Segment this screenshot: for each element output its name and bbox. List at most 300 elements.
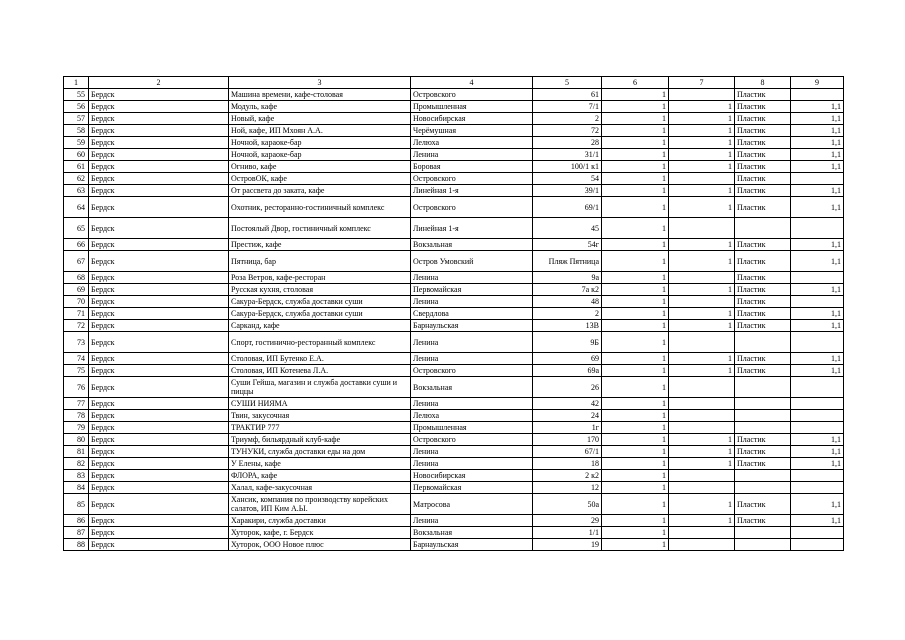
establishment-name-cell: Триумф, бильярдный клуб-кафе (229, 434, 411, 446)
col-6-value-cell: 1 (602, 422, 669, 434)
establishment-name-cell: Престиж, кафе (229, 239, 411, 251)
row-number-cell: 62 (64, 173, 89, 185)
col-7-value-cell: 1 (669, 434, 735, 446)
establishment-name-cell: Постоялый Двор, гостиничный комплекс (229, 218, 411, 239)
col-9-value-cell (791, 173, 844, 185)
material-cell (735, 470, 791, 482)
city-cell: Бердск (89, 434, 229, 446)
house-number-cell: 26 (533, 377, 602, 398)
house-number-cell: 2 (533, 113, 602, 125)
col-6-value-cell: 1 (602, 539, 669, 551)
table-row (64, 218, 844, 239)
row-number-cell: 71 (64, 308, 89, 320)
material-cell (735, 218, 791, 239)
col-9-value-cell: 1,1 (791, 494, 844, 515)
col-9-value-cell (791, 296, 844, 308)
street-cell: Ленина (411, 296, 533, 308)
col-6-value-cell: 1 (602, 185, 669, 197)
col-6-value-cell: 1 (602, 332, 669, 353)
material-cell: Пластик (735, 125, 791, 137)
table-row (64, 101, 844, 113)
row-number-cell: 61 (64, 161, 89, 173)
city-cell: Бердск (89, 320, 229, 332)
col-7-value-cell: 1 (669, 308, 735, 320)
material-cell: Пластик (735, 137, 791, 149)
header-row (64, 77, 844, 89)
table-row (64, 398, 844, 410)
table-row (64, 482, 844, 494)
table-row (64, 197, 844, 218)
city-cell: Бердск (89, 149, 229, 161)
street-cell: Новосибирская (411, 113, 533, 125)
row-number-cell: 70 (64, 296, 89, 308)
row-number-cell: 63 (64, 185, 89, 197)
street-cell: Ленина (411, 332, 533, 353)
col-6-value-cell: 1 (602, 197, 669, 218)
col-7-value-cell: 1 (669, 365, 735, 377)
material-cell: Пластик (735, 89, 791, 101)
city-cell: Бердск (89, 284, 229, 296)
col-7-value-cell (669, 482, 735, 494)
col-6-value-cell: 1 (602, 470, 669, 482)
material-cell: Пластик (735, 458, 791, 470)
table-row (64, 173, 844, 185)
col-7-value-cell (669, 422, 735, 434)
establishment-name-cell: ОстровОК, кафе (229, 173, 411, 185)
row-number-cell: 77 (64, 398, 89, 410)
col-6-value-cell: 1 (602, 137, 669, 149)
col-6-value-cell: 1 (602, 410, 669, 422)
house-number-cell: 69/1 (533, 197, 602, 218)
col-6-value-cell: 1 (602, 527, 669, 539)
house-number-cell: 61 (533, 89, 602, 101)
table-row (64, 284, 844, 296)
col-6-value-cell: 1 (602, 149, 669, 161)
col-9-value-cell: 1,1 (791, 284, 844, 296)
col-9-value-cell: 1,1 (791, 137, 844, 149)
house-number-cell: Пляж Пятница (533, 251, 602, 272)
establishment-name-cell: ФЛОРА, кафе (229, 470, 411, 482)
establishment-name-cell: Машина времени, кафе-столовая (229, 89, 411, 101)
establishment-name-cell: Харакири, служба доставки (229, 515, 411, 527)
street-cell: Лелюха (411, 137, 533, 149)
street-cell: Черёмушная (411, 125, 533, 137)
city-cell: Бердск (89, 365, 229, 377)
establishment-name-cell: Пятница, бар (229, 251, 411, 272)
material-cell: Пластик (735, 365, 791, 377)
table-row (64, 527, 844, 539)
col-9-value-cell (791, 470, 844, 482)
col-6-value-cell: 1 (602, 377, 669, 398)
row-number-cell: 55 (64, 89, 89, 101)
material-cell (735, 422, 791, 434)
house-number-cell: 69 (533, 353, 602, 365)
material-cell: Пластик (735, 251, 791, 272)
table-row (64, 149, 844, 161)
house-number-cell: 67/1 (533, 446, 602, 458)
col-7-value-cell: 1 (669, 101, 735, 113)
street-cell: Островского (411, 89, 533, 101)
col-7-value-cell: 1 (669, 161, 735, 173)
street-cell: Первомайская (411, 482, 533, 494)
row-number-cell: 80 (64, 434, 89, 446)
table-row (64, 113, 844, 125)
col-9-value-cell (791, 422, 844, 434)
table-row (64, 161, 844, 173)
material-cell: Пластик (735, 197, 791, 218)
city-cell: Бердск (89, 185, 229, 197)
city-cell: Бердск (89, 398, 229, 410)
row-number-cell: 76 (64, 377, 89, 398)
establishment-name-cell: От рассвета до заката, кафе (229, 185, 411, 197)
establishment-name-cell: Хуторок, кафе, г. Бердск (229, 527, 411, 539)
col-9-value-cell: 1,1 (791, 239, 844, 251)
house-number-cell: 1г (533, 422, 602, 434)
establishment-name-cell: Сакура-Бердск, служба доставки суши (229, 296, 411, 308)
street-cell: Барнаульская (411, 320, 533, 332)
table-row (64, 185, 844, 197)
establishment-name-cell: ТУНУКИ, служба доставки еды на дом (229, 446, 411, 458)
city-cell: Бердск (89, 89, 229, 101)
col-9-value-cell: 1,1 (791, 125, 844, 137)
house-number-cell: 13В (533, 320, 602, 332)
col-6-value-cell: 1 (602, 458, 669, 470)
col-6-value-cell: 1 (602, 239, 669, 251)
row-number-cell: 81 (64, 446, 89, 458)
house-number-cell: 72 (533, 125, 602, 137)
col-6-value-cell: 1 (602, 296, 669, 308)
material-cell: Пластик (735, 149, 791, 161)
city-cell: Бердск (89, 251, 229, 272)
house-number-cell: 50а (533, 494, 602, 515)
material-cell: Пластик (735, 161, 791, 173)
row-number-cell: 69 (64, 284, 89, 296)
street-cell: Лелюха (411, 410, 533, 422)
material-cell (735, 482, 791, 494)
column-header-6: 6 (602, 77, 669, 89)
city-cell: Бердск (89, 494, 229, 515)
material-cell: Пластик (735, 494, 791, 515)
establishment-name-cell: Суши Гейша, магазин и служба доставки суши и пиццы (229, 377, 411, 398)
table-row (64, 446, 844, 458)
street-cell: Первомайская (411, 284, 533, 296)
establishment-name-cell: Столовая, ИП Котенева Л.А. (229, 365, 411, 377)
city-cell: Бердск (89, 197, 229, 218)
street-cell: Боровая (411, 161, 533, 173)
street-cell: Островского (411, 434, 533, 446)
col-7-value-cell: 1 (669, 320, 735, 332)
city-cell: Бердск (89, 377, 229, 398)
col-9-value-cell: 1,1 (791, 365, 844, 377)
house-number-cell: 170 (533, 434, 602, 446)
col-9-value-cell: 1,1 (791, 434, 844, 446)
material-cell: Пластик (735, 308, 791, 320)
col-9-value-cell (791, 218, 844, 239)
row-number-cell: 56 (64, 101, 89, 113)
row-number-cell: 74 (64, 353, 89, 365)
table-row (64, 377, 844, 398)
establishment-name-cell: Хуторок, ООО Новое плюс (229, 539, 411, 551)
street-cell: Вокзальная (411, 527, 533, 539)
col-7-value-cell (669, 218, 735, 239)
establishment-name-cell: Спорт, гостинично-ресторанный комплекс (229, 332, 411, 353)
col-7-value-cell: 1 (669, 239, 735, 251)
row-number-cell: 84 (64, 482, 89, 494)
house-number-cell: 7а к2 (533, 284, 602, 296)
table-row (64, 422, 844, 434)
col-6-value-cell: 1 (602, 398, 669, 410)
column-header-1: 1 (64, 77, 89, 89)
col-7-value-cell: 1 (669, 446, 735, 458)
street-cell: Ленина (411, 458, 533, 470)
col-9-value-cell (791, 539, 844, 551)
col-6-value-cell: 1 (602, 494, 669, 515)
table-row (64, 458, 844, 470)
establishment-name-cell: Охотник, ресторанно-гостиничный комплекс (229, 197, 411, 218)
col-7-value-cell (669, 173, 735, 185)
street-cell: Ленина (411, 149, 533, 161)
col-9-value-cell: 1,1 (791, 185, 844, 197)
material-cell: Пластик (735, 284, 791, 296)
establishment-name-cell: Модуль, кафе (229, 101, 411, 113)
street-cell: Новосибирская (411, 470, 533, 482)
house-number-cell: 29 (533, 515, 602, 527)
spreadsheet (63, 76, 844, 551)
table-row (64, 320, 844, 332)
establishment-name-cell: Огниво, кафе (229, 161, 411, 173)
table-row (64, 239, 844, 251)
col-6-value-cell: 1 (602, 308, 669, 320)
material-cell: Пластик (735, 185, 791, 197)
column-header-5: 5 (533, 77, 602, 89)
city-cell: Бердск (89, 353, 229, 365)
establishment-name-cell: Ночной, караоке-бар (229, 149, 411, 161)
col-7-value-cell: 1 (669, 125, 735, 137)
row-number-cell: 59 (64, 137, 89, 149)
city-cell: Бердск (89, 296, 229, 308)
house-number-cell: 12 (533, 482, 602, 494)
row-number-cell: 68 (64, 272, 89, 284)
city-cell: Бердск (89, 137, 229, 149)
column-header-7: 7 (669, 77, 735, 89)
col-9-value-cell: 1,1 (791, 353, 844, 365)
house-number-cell: 100/1 к1 (533, 161, 602, 173)
col-9-value-cell: 1,1 (791, 149, 844, 161)
col-9-value-cell (791, 272, 844, 284)
city-cell: Бердск (89, 113, 229, 125)
city-cell: Бердск (89, 161, 229, 173)
house-number-cell: 54 (533, 173, 602, 185)
material-cell: Пластик (735, 515, 791, 527)
row-number-cell: 86 (64, 515, 89, 527)
city-cell: Бердск (89, 458, 229, 470)
establishment-name-cell: Русская кухня, столовая (229, 284, 411, 296)
table-row (64, 308, 844, 320)
col-6-value-cell: 1 (602, 446, 669, 458)
col-7-value-cell (669, 89, 735, 101)
column-header-8: 8 (735, 77, 791, 89)
col-7-value-cell (669, 272, 735, 284)
house-number-cell: 24 (533, 410, 602, 422)
city-cell: Бердск (89, 218, 229, 239)
row-number-cell: 73 (64, 332, 89, 353)
establishment-name-cell: Ной, кафе, ИП Мхоян А.А. (229, 125, 411, 137)
house-number-cell: 18 (533, 458, 602, 470)
col-9-value-cell (791, 377, 844, 398)
col-9-value-cell: 1,1 (791, 515, 844, 527)
row-number-cell: 65 (64, 218, 89, 239)
table-row (64, 365, 844, 377)
material-cell: Пластик (735, 353, 791, 365)
street-cell: Свердлова (411, 308, 533, 320)
col-9-value-cell: 1,1 (791, 101, 844, 113)
col-7-value-cell: 1 (669, 494, 735, 515)
col-7-value-cell: 1 (669, 197, 735, 218)
col-7-value-cell (669, 539, 735, 551)
house-number-cell: 2 к2 (533, 470, 602, 482)
col-6-value-cell: 1 (602, 365, 669, 377)
establishment-name-cell: Новый, кафе (229, 113, 411, 125)
col-6-value-cell: 1 (602, 251, 669, 272)
col-7-value-cell (669, 332, 735, 353)
table-row (64, 539, 844, 551)
street-cell: Вокзальная (411, 239, 533, 251)
table-row (64, 410, 844, 422)
col-6-value-cell: 1 (602, 101, 669, 113)
establishment-name-cell: Твин, закусочная (229, 410, 411, 422)
city-cell: Бердск (89, 470, 229, 482)
col-6-value-cell: 1 (602, 113, 669, 125)
row-number-cell: 82 (64, 458, 89, 470)
house-number-cell: 69а (533, 365, 602, 377)
col-7-value-cell: 1 (669, 113, 735, 125)
city-cell: Бердск (89, 410, 229, 422)
establishment-name-cell: Ночной, караоке-бар (229, 137, 411, 149)
col-7-value-cell (669, 377, 735, 398)
city-cell: Бердск (89, 422, 229, 434)
street-cell: Барнаульская (411, 539, 533, 551)
column-header-2: 2 (89, 77, 229, 89)
table-row (64, 89, 844, 101)
table-row (64, 434, 844, 446)
material-cell: Пластик (735, 113, 791, 125)
material-cell: Пластик (735, 320, 791, 332)
house-number-cell: 9Б (533, 332, 602, 353)
city-cell: Бердск (89, 173, 229, 185)
street-cell: Ленина (411, 398, 533, 410)
row-number-cell: 78 (64, 410, 89, 422)
row-number-cell: 60 (64, 149, 89, 161)
house-number-cell: 39/1 (533, 185, 602, 197)
house-number-cell: 28 (533, 137, 602, 149)
street-cell: Островского (411, 173, 533, 185)
col-6-value-cell: 1 (602, 482, 669, 494)
table-row (64, 353, 844, 365)
col-7-value-cell: 1 (669, 515, 735, 527)
material-cell: Пластик (735, 446, 791, 458)
street-cell: Матросова (411, 494, 533, 515)
city-cell: Бердск (89, 446, 229, 458)
city-cell: Бердск (89, 308, 229, 320)
col-6-value-cell: 1 (602, 218, 669, 239)
col-7-value-cell: 1 (669, 185, 735, 197)
house-number-cell: 45 (533, 218, 602, 239)
table-row (64, 515, 844, 527)
table-row (64, 494, 844, 515)
col-6-value-cell: 1 (602, 320, 669, 332)
col-6-value-cell: 1 (602, 89, 669, 101)
col-7-value-cell (669, 410, 735, 422)
col-6-value-cell: 1 (602, 353, 669, 365)
house-number-cell: 54г (533, 239, 602, 251)
street-cell: Ленина (411, 446, 533, 458)
col-9-value-cell (791, 332, 844, 353)
material-cell (735, 377, 791, 398)
city-cell: Бердск (89, 482, 229, 494)
establishment-name-cell: Хансик, компания по производству корейских салатов, ИП Ким А.Ы. (229, 494, 411, 515)
street-cell: Островского (411, 365, 533, 377)
col-9-value-cell: 1,1 (791, 308, 844, 320)
table-row (64, 137, 844, 149)
col-7-value-cell: 1 (669, 458, 735, 470)
city-cell: Бердск (89, 527, 229, 539)
material-cell: Пластик (735, 173, 791, 185)
material-cell (735, 332, 791, 353)
house-number-cell: 31/1 (533, 149, 602, 161)
column-header-9: 9 (791, 77, 844, 89)
material-cell: Пластик (735, 239, 791, 251)
col-9-value-cell (791, 527, 844, 539)
col-6-value-cell: 1 (602, 125, 669, 137)
col-9-value-cell (791, 482, 844, 494)
table-row (64, 332, 844, 353)
establishment-name-cell: Сакура-Бердск, служба доставки суши (229, 308, 411, 320)
col-6-value-cell: 1 (602, 515, 669, 527)
row-number-cell: 88 (64, 539, 89, 551)
house-number-cell: 42 (533, 398, 602, 410)
col-9-value-cell: 1,1 (791, 161, 844, 173)
material-cell (735, 410, 791, 422)
city-cell: Бердск (89, 515, 229, 527)
col-7-value-cell: 1 (669, 353, 735, 365)
city-cell: Бердск (89, 272, 229, 284)
row-number-cell: 75 (64, 365, 89, 377)
col-9-value-cell: 1,1 (791, 458, 844, 470)
col-9-value-cell: 1,1 (791, 251, 844, 272)
establishment-name-cell: СУШИ НИЯМА (229, 398, 411, 410)
col-6-value-cell: 1 (602, 434, 669, 446)
establishment-name-cell: ТРАКТИР 777 (229, 422, 411, 434)
row-number-cell: 83 (64, 470, 89, 482)
row-number-cell: 58 (64, 125, 89, 137)
col-9-value-cell: 1,1 (791, 113, 844, 125)
row-number-cell: 85 (64, 494, 89, 515)
column-header-3: 3 (229, 77, 411, 89)
row-number-cell: 64 (64, 197, 89, 218)
col-7-value-cell: 1 (669, 149, 735, 161)
table-row (64, 470, 844, 482)
house-number-cell: 48 (533, 296, 602, 308)
material-cell: Пластик (735, 434, 791, 446)
material-cell: Пластик (735, 101, 791, 113)
col-6-value-cell: 1 (602, 161, 669, 173)
house-number-cell: 19 (533, 539, 602, 551)
table-row (64, 251, 844, 272)
establishment-name-cell: Халал, кафе-закусочная (229, 482, 411, 494)
col-9-value-cell: 1,1 (791, 446, 844, 458)
col-7-value-cell (669, 527, 735, 539)
city-cell: Бердск (89, 539, 229, 551)
